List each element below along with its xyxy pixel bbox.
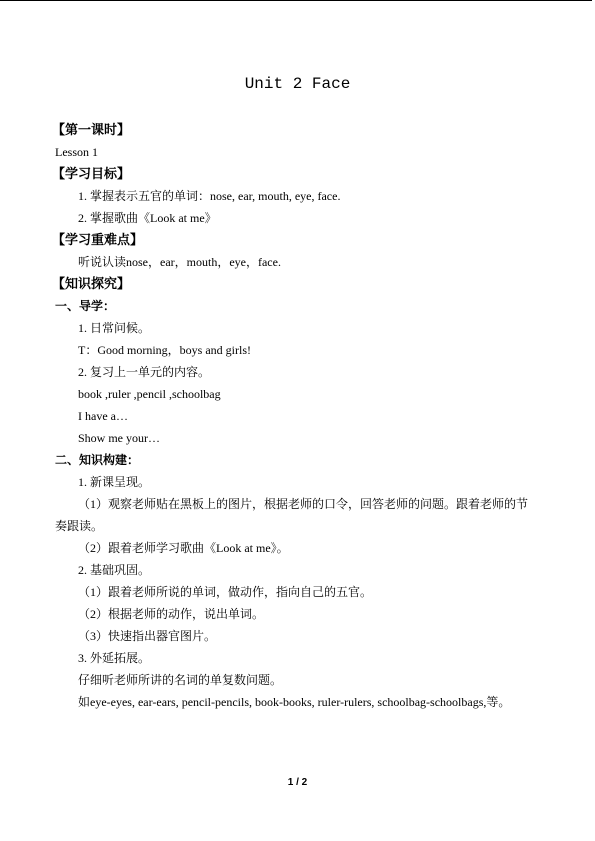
- construction-line: （1）跟着老师所说的单词，做动作，指向自己的五官。: [78, 585, 373, 599]
- construction-line: 1. 新课呈现。: [78, 475, 151, 489]
- key-difficulties-text: 听说认读nose，ear，mouth，eye，face.: [78, 255, 281, 269]
- construction-line: （2）跟着老师学习歌曲《Look at me》。: [78, 541, 289, 555]
- guide-line: I have a…: [78, 409, 128, 423]
- objective-item: 2. 掌握歌曲《Look at me》: [78, 211, 217, 225]
- construction-line: 仔细听老师所讲的名词的单复数问题。: [78, 673, 283, 687]
- guide-line: 2. 复习上一单元的内容。: [78, 365, 211, 379]
- guide-line: T：Good morning，boys and girls!: [78, 343, 251, 357]
- construction-line: （2）根据老师的动作，说出单词。: [78, 607, 265, 621]
- period-heading: 【第一课时】: [52, 122, 131, 137]
- construction-heading: 二、知识构建：: [55, 453, 140, 467]
- guide-heading: 一、导学：: [55, 299, 116, 313]
- guide-line: 1. 日常问候。: [78, 321, 151, 335]
- construction-paragraph: （1）观察老师贴在黑板上的图片，根据老师的口令，回答老师的问题。跟着老师的节奏跟读。: [55, 497, 529, 533]
- document-body: [52, 119, 536, 713]
- objective-item: 1. 掌握表示五官的单词：nose, ear, mouth, eye, face.: [78, 189, 341, 203]
- document-title: Unit 2 Face: [244, 75, 351, 93]
- construction-line: 3. 外延拓展。: [78, 651, 151, 665]
- construction-line: 2. 基础巩固。: [78, 563, 151, 577]
- construction-line: （3）快速指出器官图片。: [78, 629, 217, 643]
- lesson-label: Lesson 1: [55, 145, 98, 159]
- guide-line: book ,ruler ,pencil ,schoolbag: [78, 387, 221, 401]
- guide-line: Show me your…: [78, 431, 160, 445]
- top-rule: [0, 0, 592, 1]
- exploration-heading: 【知识探究】: [52, 276, 131, 291]
- construction-paragraph: 如eye-eyes, ear-ears, pencil-pencils, book-books, ruler-rulers, schoolbag-schoolbags,等。: [78, 695, 511, 709]
- objectives-heading: 【学习目标】: [52, 166, 131, 181]
- page-number: 1 / 2: [287, 777, 308, 788]
- key-difficulties-heading: 【学习重难点】: [52, 232, 144, 247]
